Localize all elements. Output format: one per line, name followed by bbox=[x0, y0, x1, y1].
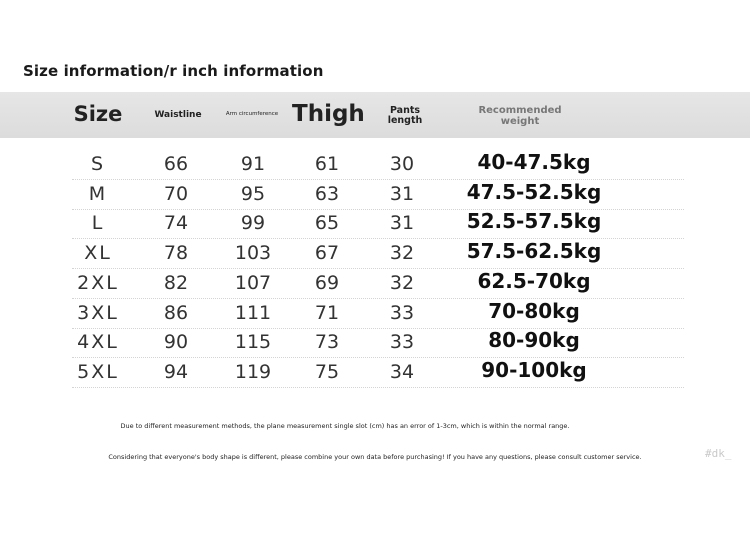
purchase-note: Considering that everyone's body shape is different, please combine your own data before purchasing! If you have any questions, please consult customer service. bbox=[108, 453, 642, 461]
cell-size: S bbox=[90, 153, 106, 175]
cell-size: L bbox=[91, 212, 105, 235]
cell-arm: 91 bbox=[240, 153, 266, 175]
cell-pants: 33 bbox=[389, 331, 415, 354]
cell-pants: 30 bbox=[389, 153, 415, 175]
cell-pants: 32 bbox=[389, 271, 415, 294]
table-row bbox=[72, 328, 684, 358]
cell-weight: 47.5-52.5kg bbox=[466, 179, 602, 204]
header-rec-line2: weight bbox=[500, 116, 540, 127]
cell-waist: 74 bbox=[163, 212, 189, 235]
cell-size: XL bbox=[84, 242, 112, 265]
cell-pants: 34 bbox=[389, 360, 415, 383]
cell-weight: 62.5-70kg bbox=[477, 268, 591, 293]
header-pants-line1: Pants bbox=[389, 105, 421, 116]
cell-thigh: 71 bbox=[314, 301, 340, 324]
header-thigh: Thigh bbox=[292, 101, 365, 127]
table-row bbox=[72, 209, 684, 239]
cell-thigh: 73 bbox=[314, 331, 340, 354]
measurement-note: Due to different measurement methods, the plane measurement single slot (cm) has an error of 1-3cm, which is within the normal range. bbox=[120, 422, 570, 430]
cell-size: 5XL bbox=[77, 360, 119, 383]
cell-weight: 70-80kg bbox=[488, 298, 580, 323]
cell-arm: 99 bbox=[240, 212, 266, 235]
cell-weight: 80-90kg bbox=[488, 328, 580, 353]
cell-arm: 111 bbox=[234, 301, 272, 324]
cell-waist: 70 bbox=[163, 182, 189, 205]
header-pants-line2: length bbox=[387, 115, 423, 127]
cell-weight: 40-47.5kg bbox=[477, 150, 591, 174]
cell-thigh: 69 bbox=[314, 271, 340, 294]
cell-pants: 32 bbox=[389, 242, 415, 265]
cell-waist: 78 bbox=[163, 242, 189, 265]
table-row bbox=[72, 358, 684, 388]
cell-thigh: 63 bbox=[314, 182, 340, 205]
cell-pants: 33 bbox=[389, 301, 415, 324]
page-title: Size information/r inch information bbox=[23, 62, 324, 80]
cell-pants: 31 bbox=[389, 212, 415, 235]
table-row bbox=[72, 299, 684, 329]
header-rec-line1: Recommended bbox=[478, 105, 562, 116]
table-row bbox=[72, 180, 684, 210]
cell-thigh: 61 bbox=[314, 153, 340, 175]
cell-thigh: 67 bbox=[314, 242, 340, 265]
cell-waist: 82 bbox=[163, 271, 189, 294]
cell-size: 2XL bbox=[77, 271, 119, 294]
cell-arm: 115 bbox=[234, 331, 272, 354]
header-recommended-weight bbox=[470, 105, 570, 127]
cell-arm: 95 bbox=[240, 182, 266, 205]
cell-arm: 107 bbox=[234, 271, 272, 294]
header-size: Size bbox=[73, 102, 123, 126]
cell-size: M bbox=[88, 182, 108, 205]
cell-weight: 90-100kg bbox=[481, 357, 587, 382]
cell-thigh: 65 bbox=[314, 212, 340, 235]
cell-arm: 119 bbox=[234, 360, 272, 383]
cell-size: 3XL bbox=[77, 301, 119, 324]
cell-waist: 66 bbox=[163, 153, 189, 175]
table-row bbox=[72, 239, 684, 269]
cell-size: 4XL bbox=[77, 331, 119, 354]
cell-arm: 103 bbox=[234, 242, 272, 265]
table-row bbox=[72, 269, 684, 299]
table-row bbox=[72, 150, 684, 180]
cell-weight: 57.5-62.5kg bbox=[466, 239, 602, 264]
cell-waist: 90 bbox=[163, 331, 189, 354]
header-arm-circumference: Arm circumference bbox=[225, 111, 279, 117]
cell-thigh: 75 bbox=[314, 360, 340, 383]
cell-waist: 94 bbox=[163, 360, 189, 383]
cell-pants: 31 bbox=[389, 182, 415, 205]
cell-waist: 86 bbox=[163, 301, 189, 324]
header-waistline: Waistline bbox=[154, 110, 202, 120]
cell-weight: 52.5-57.5kg bbox=[466, 209, 602, 234]
watermark: #dk_ bbox=[705, 447, 732, 460]
header-pants-length bbox=[380, 106, 430, 127]
